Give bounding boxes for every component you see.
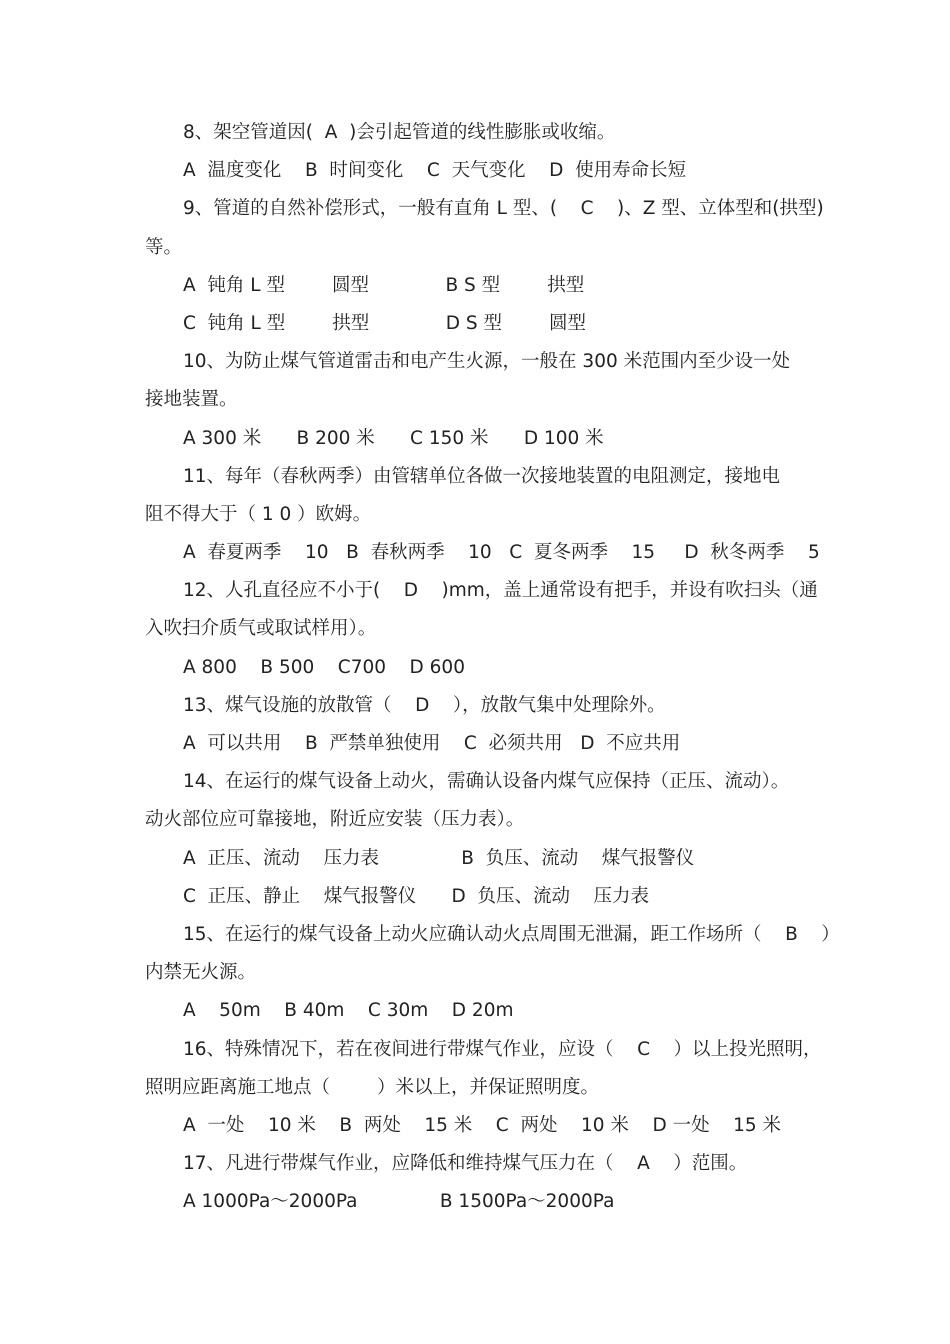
- question-15-continuation: 内禁无火源。: [145, 962, 257, 984]
- question-10-options: A 300 米 B 200 米 C 150 米 D 100 米: [183, 427, 604, 449]
- question-10: 10、为防止煤气管道雷击和电产生火源，一般在 300 米范围内至少设一处: [183, 351, 791, 373]
- question-10-continuation: 接地装置。: [145, 389, 238, 411]
- question-16: 16、特殊情况下，若在夜间进行带煤气作业，应设（ C ）以上投光照明，: [183, 1038, 822, 1060]
- question-16-continuation: 照明应距离施工地点（ ）米以上，并保证照明度。: [145, 1076, 600, 1098]
- question-16-options: A 一处 10 米 B 两处 15 米 C 两处 10 米 D 一处 15 米: [183, 1114, 782, 1136]
- question-14-options-a-b: A 正压、流动 压力表 B 负压、流动 煤气报警仪: [183, 847, 695, 869]
- question-12-options: A 800 B 500 C700 D 600: [183, 656, 465, 678]
- question-14-options-c-d: C 正压、静止 煤气报警仪 D 负压、流动 压力表: [183, 885, 650, 907]
- question-13: 13、煤气设施的放散管（ D ），放散气集中处理除外。: [183, 694, 666, 716]
- question-8: 8、架空管道因( A )会引起管道的线性膨胀或收缩。: [183, 122, 616, 143]
- question-11: 11、每年（春秋两季）由管辖单位各做一次接地装置的电阻测定，接地电: [183, 465, 781, 487]
- document-body: [145, 114, 840, 1221]
- question-9-options-a-b: A 钝角 L 型 圆型 B S 型 拱型: [183, 274, 585, 296]
- question-11-options: A 春夏两季 10 B 春秋两季 10 C 夏冬两季 15 D 秋冬两季 5: [183, 542, 820, 564]
- question-17-options: A 1000Pa～2000Pa B 1500Pa～2000Pa: [183, 1191, 615, 1213]
- question-11-continuation: 阻不得大于（ 1 0 ）欧姆。: [145, 503, 372, 525]
- question-15-options: A 50m B 40m C 30m D 20m: [183, 1000, 514, 1022]
- question-12: 12、人孔直径应不小于( D )mm，盖上通常设有把手，并设有吹扫头（通: [183, 580, 818, 602]
- question-8-options: A 温度变化 B 时间变化 C 天气变化 D 使用寿命长短: [183, 160, 687, 182]
- question-9: 9、管道的自然补偿形式，一般有直角 L 型、( C )、Z 型、立体型和(拱型): [183, 198, 824, 220]
- question-9-continuation: 等。: [145, 236, 183, 258]
- question-14-continuation: 动火部位应可靠接地，附近应安装（压力表）。: [145, 809, 525, 831]
- question-17: 17、凡进行带煤气作业，应降低和维持煤气压力在（ A ）范围。: [183, 1153, 748, 1175]
- question-14: 14、在运行的煤气设备上动火，需确认设备内煤气应保持（正压、流动）。: [183, 771, 790, 793]
- question-15: 15、在运行的煤气设备上动火应确认动火点周围无泄漏，距工作场所（ B ）: [183, 923, 840, 945]
- question-9-options-c-d: C 钝角 L 型 拱型 D S 型 圆型: [183, 312, 587, 334]
- question-12-continuation: 入吹扫介质气或取试样用）。: [145, 618, 377, 640]
- question-13-options: A 可以共用 B 严禁单独使用 C 必须共用 D 不应共用: [183, 733, 681, 754]
